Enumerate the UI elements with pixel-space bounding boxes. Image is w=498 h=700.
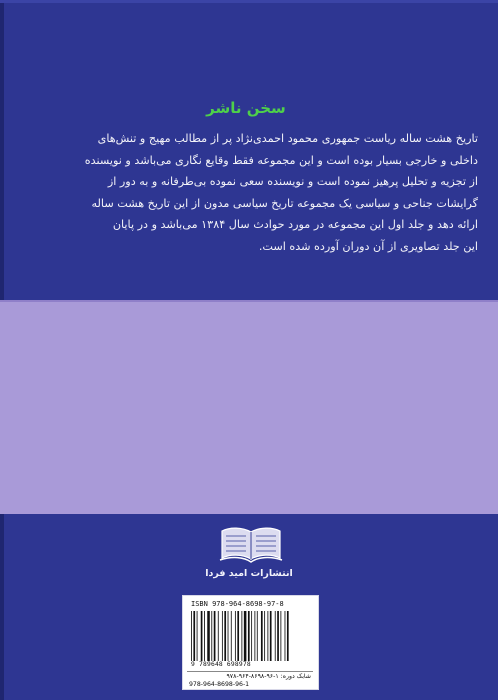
note-line: تاریخ هشت ساله ریاست جمهوری محمود احمدی‌نژاد پر از مطالب مهیج و تنش‌های xyxy=(97,132,478,145)
shabak-label: شابک دوره: ۱-۹۶-۸۶۹۸-۹۶۴-۹۷۸ xyxy=(226,673,311,680)
isbn-text: ISBN 978-964-8698-97-8 xyxy=(191,600,284,608)
cover-top-edge xyxy=(0,0,498,3)
label-divider xyxy=(187,671,313,672)
publisher-note-text xyxy=(24,128,478,257)
lavender-band xyxy=(0,300,498,514)
note-line: این جلد تصاویری از آن دوران آورده شده است. xyxy=(258,239,478,253)
open-book-icon xyxy=(216,522,286,566)
note-line: ارائه دهد و جلد اول این مجموعه در مورد حوادث سال ۱۳۸۴ می‌باشد و در پایان xyxy=(112,218,478,231)
set-isbn: 978-964-8698-96-1 xyxy=(189,681,250,688)
note-line: داخلی و خارجی بسیار بوده است و این مجموعه فقط وقایع نگاری می‌باشد و نویسنده xyxy=(84,153,478,167)
isbn-barcode-label xyxy=(182,595,319,690)
publisher-note-heading: سخن ناشر xyxy=(206,99,286,117)
note-line: از تجزیه و تحلیل پرهیز نموده است و نویسنده سعی نموده بی‌طرفانه و به دور از xyxy=(107,175,478,188)
note-line: گرایشات جناحی و سیاسی یک مجموعه تاریخ سیاسی مدون از این تاریخ هشت ساله xyxy=(91,196,478,210)
publisher-name: انتشارات امید فردا xyxy=(205,568,293,579)
barcode-digits: 9 789648 698978 xyxy=(191,661,251,668)
barcode-icon xyxy=(191,611,309,661)
